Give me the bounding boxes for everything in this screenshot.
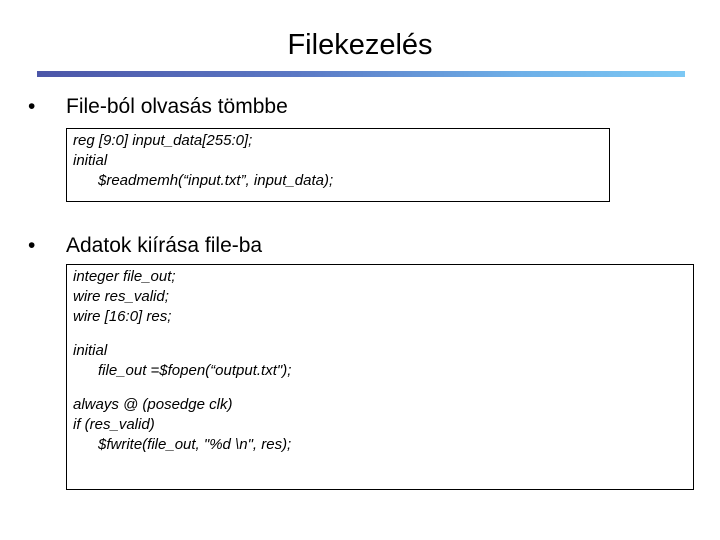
code-line: always @ (posedge clk)	[73, 396, 233, 413]
code-line: integer file_out;	[73, 268, 176, 285]
code-spacer	[73, 327, 693, 341]
code-line: $fwrite(file_out, "%d \n", res);	[73, 436, 292, 453]
code-block-readmemh	[66, 128, 610, 202]
code-line: wire [16:0] res;	[73, 308, 172, 325]
code-line: file_out =$fopen(“output.txt");	[73, 362, 292, 379]
code-spacer	[73, 381, 693, 395]
slide-title: Filekezelés	[287, 29, 433, 61]
code-line: initial	[73, 342, 108, 359]
code-line: if (res_valid)	[73, 416, 155, 433]
bullet-marker: •	[28, 95, 36, 118]
code-block-fwrite	[66, 264, 694, 490]
title-divider	[37, 71, 685, 77]
bullet-heading: Adatok kiírása file-ba	[66, 234, 263, 257]
bullet-read-array	[28, 94, 288, 120]
bullet-write-file	[28, 233, 262, 259]
bullet-marker: •	[28, 234, 36, 257]
code-line: reg [9:0] input_data[255:0];	[73, 132, 253, 149]
code-line: $readmemh(“input.txt”, input_data);	[73, 172, 334, 189]
code-line: wire res_valid;	[73, 288, 169, 305]
code-line: initial	[73, 152, 108, 169]
bullet-heading: File-ból olvasás tömbbe	[66, 95, 288, 118]
